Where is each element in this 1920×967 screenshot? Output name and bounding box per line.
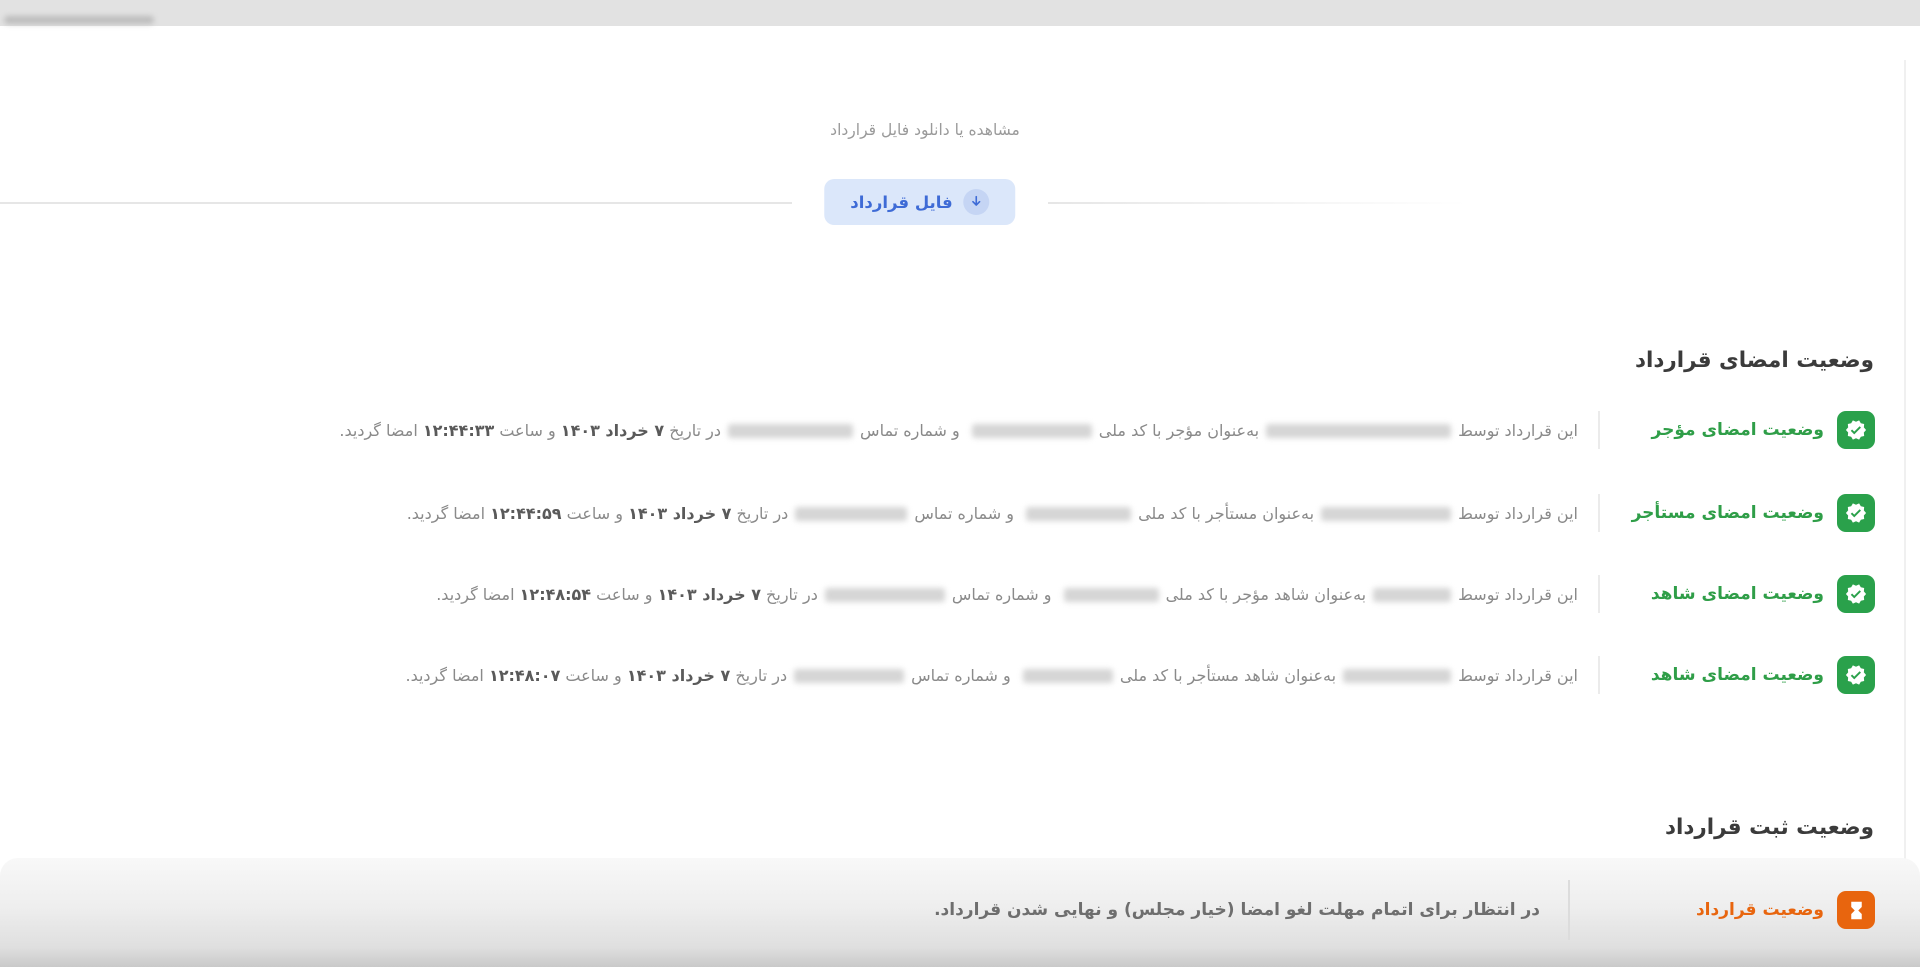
text-segment: امضا گردید. [436,584,515,604]
signature-label-group [1600,575,1875,613]
text-segment: در تاریخ [669,420,722,440]
seal-check-icon [1837,411,1875,449]
signature-label-group [1600,411,1875,449]
vertical-divider [1598,494,1600,532]
contract-status-label-group [1570,891,1875,929]
horizontal-divider [1048,202,1468,204]
signature-description [30,585,1578,604]
redacted-name [1266,424,1451,438]
redacted-name [1343,669,1451,683]
contract-status-row [30,880,1875,940]
content-right-edge [1904,60,1906,860]
redacted-phone [825,588,945,602]
signature-status-label: وضعیت امضای مستأجر [1631,503,1824,523]
contract-status-description: در انتظار برای اتمام مهلت لغو امضا (خیار مجلس) و نهایی شدن قرارداد. [934,900,1540,920]
contract-status-label: وضعیت قرارداد [1695,900,1824,920]
text-segment: این قرارداد توسط [1458,503,1578,523]
text-segment: و شماره تماس [860,420,960,440]
signature-row-witness-lessor [30,571,1875,617]
signed-date: ۷ خرداد ۱۴۰۳ [657,584,761,604]
text-segment: به‌عنوان شاهد مؤجر با کد ملی [1165,584,1367,604]
contract-file-download-button[interactable] [824,179,1015,225]
text-segment: این قرارداد توسط [1458,420,1578,440]
text-segment: امضا گردید. [339,420,418,440]
redacted-phone [795,507,907,521]
registration-section-title: وضعیت ثبت قرارداد [1664,814,1874,840]
signature-status-label: وضعیت امضای شاهد [1650,584,1824,604]
redacted-national-id [972,424,1092,438]
signature-description [30,421,1578,440]
horizontal-divider [0,202,792,204]
signature-label-group [1600,656,1875,694]
signature-section-title: وضعیت امضای قرارداد [1634,347,1874,373]
signature-description [30,666,1578,685]
download-hint-text: مشاهده یا دانلود فایل قرارداد [830,121,1020,139]
redacted-name [1321,507,1451,521]
text-segment: به‌عنوان شاهد مستأجر با کد ملی [1119,665,1337,685]
seal-check-icon [1837,494,1875,532]
vertical-divider [1598,656,1600,694]
text-segment: امضا گردید. [406,503,486,523]
text-segment: به‌عنوان مؤجر با کد ملی [1098,420,1260,440]
text-segment: و شماره تماس [914,503,1014,523]
signed-date: ۷ خرداد ۱۴۰۳ [628,503,732,523]
seal-check-icon [1837,656,1875,694]
text-segment: در تاریخ [735,665,788,685]
text-segment: در تاریخ [736,503,789,523]
vertical-divider [1598,575,1600,613]
signature-row-lessor [30,407,1875,453]
signature-status-label: وضعیت امضای مؤجر [1651,420,1824,440]
seal-check-icon [1837,575,1875,613]
download-icon [964,189,990,215]
text-segment: و ساعت [499,420,556,440]
text-segment: این قرارداد توسط [1458,584,1578,604]
text-segment: در تاریخ [766,584,818,604]
text-segment: و ساعت [565,665,622,685]
signature-description [30,504,1578,523]
text-segment: و ساعت [596,584,653,604]
signature-row-witness-tenant [30,652,1875,698]
redacted-phone [794,669,904,683]
signed-time: ۱۲:۴۴:۵۹ [490,503,562,523]
redacted-national-id [1023,669,1113,683]
redacted-name [1373,588,1451,602]
signature-row-tenant [30,490,1875,536]
text-segment: امضا گردید. [405,665,484,685]
redacted-national-id [1026,507,1131,521]
text-segment: این قرارداد توسط [1458,665,1578,685]
signed-time: ۱۲:۴۸:۵۴ [519,584,592,604]
redacted-national-id [1064,588,1159,602]
hourglass-icon [1837,891,1875,929]
contract-file-button-label: فایل قرارداد [850,192,953,212]
top-strip [0,0,1920,26]
signature-status-label: وضعیت امضای شاهد [1650,665,1824,685]
signed-date: ۷ خرداد ۱۴۰۳ [626,665,731,685]
text-segment: و ساعت [566,503,623,523]
top-strip-smudge [4,16,154,24]
redacted-phone [728,424,853,438]
vertical-divider [1598,411,1600,449]
signature-label-group [1600,494,1875,532]
vertical-divider [1568,880,1570,940]
text-segment: و شماره تماس [951,584,1052,604]
text-segment: و شماره تماس [911,665,1011,685]
signed-time: ۱۲:۴۴:۳۳ [422,420,495,440]
text-segment: به‌عنوان مستأجر با کد ملی [1138,503,1315,523]
signed-date: ۷ خرداد ۱۴۰۳ [560,420,665,440]
signed-time: ۱۲:۴۸:۰۷ [488,665,561,685]
